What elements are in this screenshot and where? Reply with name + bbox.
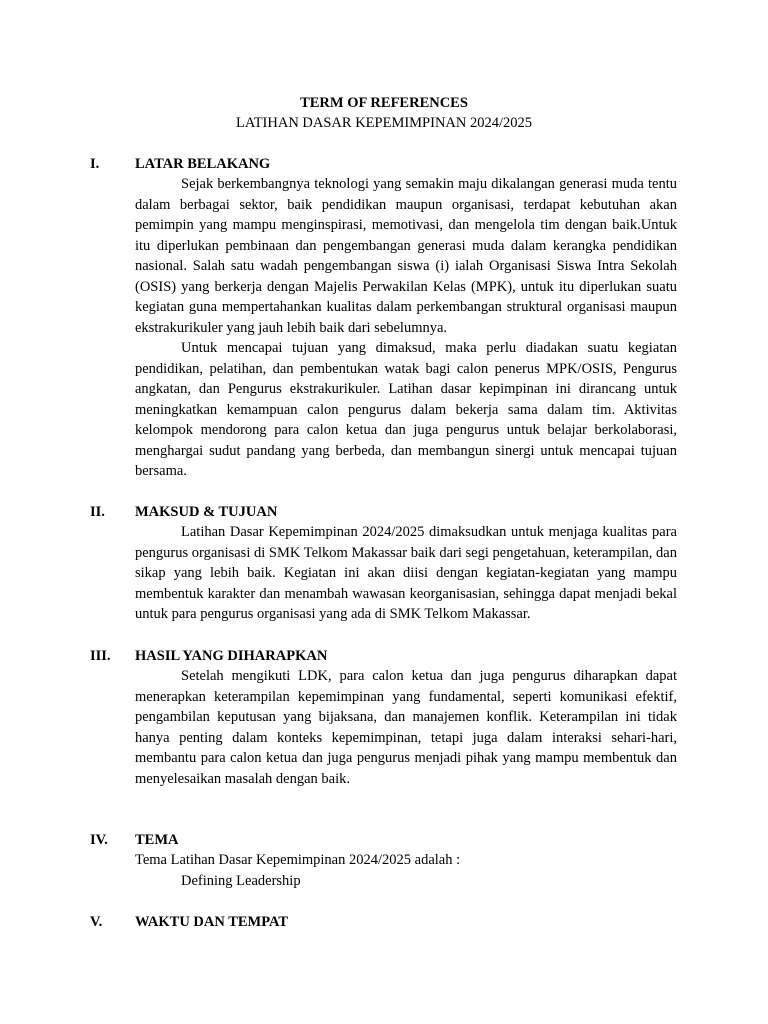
section-number: IV. bbox=[90, 832, 108, 848]
section-heading: MAKSUD & TUJUAN bbox=[135, 504, 278, 520]
section-number: I. bbox=[90, 156, 100, 172]
section-number: III. bbox=[90, 648, 111, 664]
section-heading: HASIL YANG DIHARAPKAN bbox=[135, 648, 328, 664]
paragraph: Untuk mencapai tujuan yang dimaksud, maka perlu diadakan suatu kegiatan pendidikan, pelatihan, dan pembentukan watak bagi calon penerus MPK/OSIS, Pengurus angkatan, dan Pengurus ekstrakurikuler. Latihan dasar kepimpinan ini dirancang untuk meningkatkan kemampuan calon pengurus dalam bekerja sama dalam tim. Aktivitas kelompok mendorong para calon ketua dan juga pengurus untuk belajar berkolaborasi, menghargai sudut pandang yang berbeda, dan membangun sinergi untuk mencapai tujuan bersama. bbox=[135, 340, 677, 479]
section-heading: LATAR BELAKANG bbox=[135, 156, 271, 172]
section-body bbox=[135, 174, 677, 482]
document-subtitle: LATIHAN DASAR KEPEMIMPINAN 2024/2025 bbox=[235, 115, 533, 131]
paragraph: Setelah mengikuti LDK, para calon ketua dan juga pengurus diharapkan dapat menerapkan keterampilan kepemimpinan yang fundamental, seperti komunikasi efektif, pengambilan keputusan yang bijaksana, dan manajemen konflik. Keterampilan ini tidak hanya penting dalam konteks kepemimpinan, tetapi juga dalam interaksi sehari-hari, membantu para calon ketua dan juga pengurus menjadi pihak yang mampu membentuk dan menyelesaikan masalah dengan baik. bbox=[135, 668, 677, 787]
document-title: TERM OF REFERENCES bbox=[300, 95, 468, 111]
theme-intro: Tema Latihan Dasar Kepemimpinan 2024/2025 adalah : bbox=[135, 852, 461, 868]
theme-value: Defining Leadership bbox=[181, 872, 301, 889]
section-body bbox=[135, 666, 677, 789]
paragraph: Latihan Dasar Kepemimpinan 2024/2025 dimaksudkan untuk menjaga kualitas para pengurus organisasi di SMK Telkom Makassar baik dari segi pengetahuan, keterampilan, dan sikap yang lebih baik. Kegiatan ini akan diisi dengan kegiatan-kegiatan yang mampu membentuk karakter dan menambah wawasan keorganisasian, sehingga dapat menjadi bekal untuk para pengurus organisasi yang ada di SMK Telkom Makassar. bbox=[135, 524, 677, 622]
section-heading: TEMA bbox=[135, 832, 179, 848]
section-body bbox=[135, 850, 677, 891]
section-number: V. bbox=[90, 914, 103, 930]
paragraph: Sejak berkembangnya teknologi yang semakin maju dikalangan generasi muda tentu dalam berbagai sektor, baik pendidikan maupun organisasi, terdapat kebutuhan akan pemimpin yang mampu menginspirasi, memotivasi, dan mengelola tim dengan baik.Untuk itu diperlukan pembinaan dan pengembangan generasi muda dalam kerangka pendidikan nasional. Salah satu wadah pengembangan siswa (i) ialah Organisasi Siswa Intra Sekolah (OSIS) yang berkerja dengan Majelis Perwakilan Kelas (MPK), untuk itu diperlukan suatu kegiatan guna mempertahankan kualitas dalam perkembangan struktural organisasi maupun ekstrakurikuler yang jauh lebih baik dari sebelumnya. bbox=[135, 176, 677, 336]
section-number: II. bbox=[90, 504, 105, 520]
section-body bbox=[135, 522, 677, 625]
section-heading: WAKTU DAN TEMPAT bbox=[135, 914, 289, 930]
